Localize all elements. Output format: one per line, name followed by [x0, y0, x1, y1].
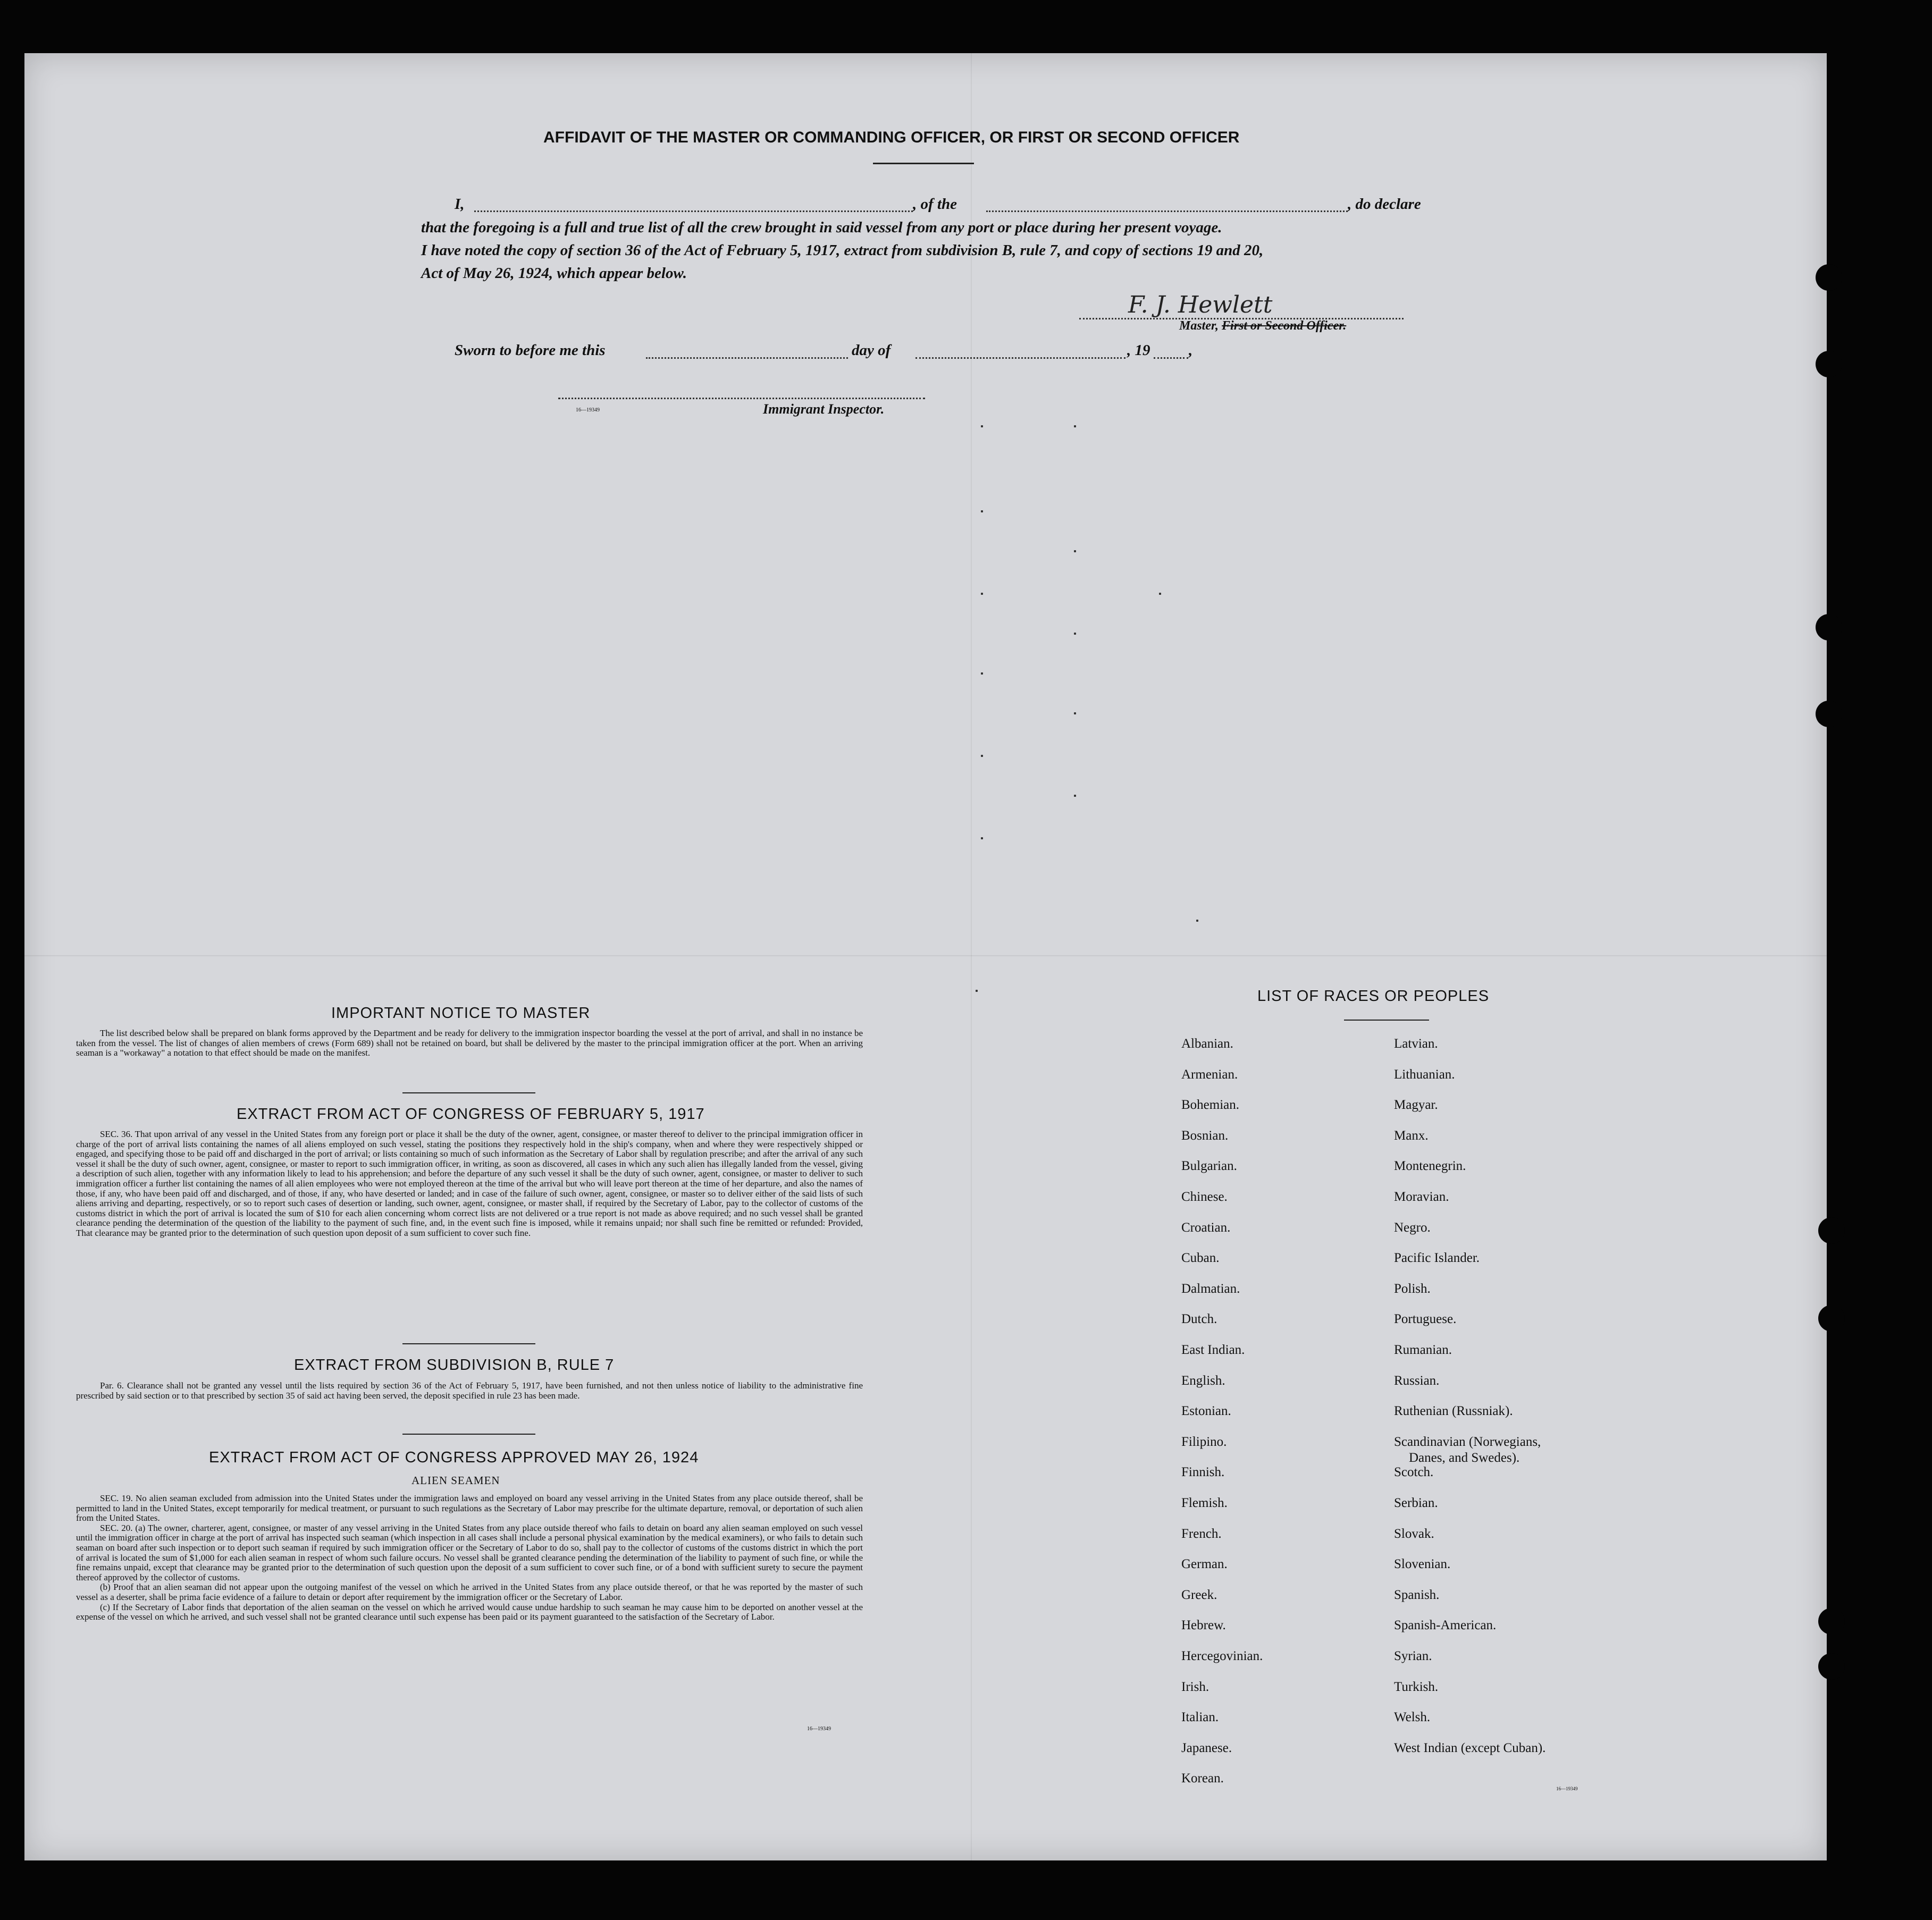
race-item: Spanish-American. [1394, 1618, 1497, 1633]
affidavit-line-3: I have noted the copy of section 36 of the Act of February 5, 1917, extract from subdivision B, rule 7, and copy of sections 19 and 20, [421, 242, 1264, 259]
race-item: Pacific Islander. [1394, 1251, 1480, 1266]
extract-1924-sec20c: (c) If the Secretary of Labor finds that deportation of the alien seaman on the vessel on which he arrived would cause undue hardship to such seaman he may cause him to be deported on another vessel at the expense of the vessel on which he arrived, and such vessel shall not be granted clearance until such expense has been paid or its payment guaranteed to the satisfaction of the Secretary of Labor. [76, 1602, 863, 1622]
speck [1074, 425, 1076, 427]
inspector-label: Immigrant Inspector. [763, 401, 885, 417]
speck [981, 593, 983, 595]
affidavit-title: AFFIDAVIT OF THE MASTER OR COMMANDING OFFICER, OR FIRST OR SECOND OFFICER [543, 129, 1240, 146]
sworn-day-field[interactable] [646, 357, 848, 359]
speck [1074, 633, 1076, 635]
race-item: Lithuanian. [1394, 1067, 1455, 1082]
race-item: Negro. [1394, 1220, 1431, 1235]
speck [981, 837, 983, 839]
extract-rule7-paragraph: Par. 6. Clearance shall not be granted any vessel until the lists required by section 36 of the Act of February 5, 1917, have been furnished, and not then unless notice of liability to the administrative fine prescribed by said section or to that prescribed by section 35 of said act having been served, the deposit specified in rule 23 has been made. [76, 1380, 863, 1401]
extract-1924-subtitle: ALIEN SEAMEN [411, 1474, 500, 1487]
vessel-label: , of the [913, 196, 957, 213]
notice-title: IMPORTANT NOTICE TO MASTER [331, 1005, 591, 1022]
notice-paragraph: The list described below shall be prepared on blank forms approved by the Department and be ready for delivery to the immigration inspector boarding the vessel at the port of arrival, and shall in no instance be taken from the vessel. The list of changes of alien members of crews (Form 689) shall not be retained on board, but shall be delivered by the master to the principal immigration officer at the port. When an arriving seaman is a "workaway" a notation to that effect should be made on the manifest. [76, 1028, 863, 1058]
race-item: Syrian. [1394, 1649, 1432, 1663]
notice-body [76, 1029, 863, 1058]
extract-1924-title: EXTRACT FROM ACT OF CONGRESS APPROVED MAY 26, 1924 [209, 1449, 699, 1466]
race-item: English. [1181, 1373, 1225, 1388]
speck [1074, 712, 1076, 714]
race-item: Bosnian. [1181, 1128, 1229, 1143]
race-item: Japanese. [1181, 1740, 1232, 1755]
race-item: Welsh. [1394, 1710, 1431, 1725]
punch-hole [1816, 701, 1842, 727]
speck [981, 425, 983, 427]
affidavit-form-number: 16—19349 [576, 407, 600, 413]
sworn-year-field[interactable] [1154, 357, 1188, 359]
race-item: Danes, and Swedes). [1409, 1450, 1520, 1465]
punch-hole [1816, 351, 1842, 377]
race-item: Slovenian. [1394, 1557, 1451, 1572]
declare-label: , do declare [1348, 196, 1421, 213]
race-item: Slovak. [1394, 1526, 1434, 1541]
extract-1917-body [76, 1130, 863, 1239]
extract-1924-sec20b: (b) Proof that an alien seaman did not appear upon the outgoing manifest of the vessel on which he arrived in the United States from any place outside thereof, or that he was reported by the master of such vessel as a deserter, shall be prima facie evidence of a failure to detain or deport after requirement by the immigration officer or the Secretary of Labor. [76, 1582, 863, 1602]
race-item: Dalmatian. [1181, 1281, 1240, 1296]
race-item: Hercegovinian. [1181, 1649, 1263, 1663]
races-form-number: 16—19349 [1556, 1786, 1578, 1791]
race-item: East Indian. [1181, 1343, 1245, 1357]
race-item: Filipino. [1181, 1434, 1227, 1449]
race-item: Polish. [1394, 1281, 1431, 1296]
divider [402, 1343, 535, 1344]
race-item: Hebrew. [1181, 1618, 1226, 1633]
race-item: Rumanian. [1394, 1343, 1452, 1357]
race-item: Cuban. [1181, 1251, 1220, 1266]
race-item: Moravian. [1394, 1190, 1449, 1204]
punch-hole [1816, 264, 1842, 291]
race-item: Russian. [1394, 1373, 1440, 1388]
race-item: Dutch. [1181, 1312, 1217, 1327]
extract-1924-sec19: SEC. 19. No alien seaman excluded from admission into the United States under the immigration laws and employed on board any vessel arriving in the United States from any place outside thereof, shall be permitted to land in the United States, except temporarily for medical treatment, or pursuant to such regulations as the Secretary of Labor may prescribe for the ultimate departure, removal, or deportation of such alien from the United States. [76, 1493, 863, 1523]
race-item: Portuguese. [1394, 1312, 1457, 1327]
race-item: Finnish. [1181, 1465, 1225, 1480]
divider [402, 1434, 535, 1435]
race-item: Magyar. [1394, 1098, 1438, 1113]
races-title-underline [1344, 1020, 1429, 1021]
speck [981, 510, 983, 512]
punch-hole [1818, 1608, 1845, 1635]
speck [976, 990, 978, 992]
race-item: Bulgarian. [1181, 1159, 1237, 1174]
speck [1196, 920, 1198, 922]
affidavit-line-4: Act of May 26, 1924, which appear below. [421, 265, 687, 282]
race-item: Latvian. [1394, 1037, 1438, 1051]
race-item: Chinese. [1181, 1190, 1228, 1204]
race-item: Irish. [1181, 1679, 1209, 1694]
race-item: Serbian. [1394, 1496, 1438, 1510]
vessel-name-field[interactable] [986, 210, 1348, 212]
title-underline [873, 163, 974, 164]
race-item: Korean. [1181, 1771, 1224, 1786]
race-item: Greek. [1181, 1587, 1217, 1602]
race-item: Albanian. [1181, 1037, 1233, 1051]
fold-crease-vertical [971, 53, 972, 1860]
signer-title-struck: First or Second Officer. [1222, 319, 1347, 333]
speck [1074, 550, 1076, 552]
race-item: Spanish. [1394, 1587, 1440, 1602]
affidavit-line-2: that the foregoing is a full and true list of all the crew brought in said vessel from any port or place during her present voyage. [421, 219, 1222, 236]
extract-1917-title: EXTRACT FROM ACT OF CONGRESS OF FEBRUARY 5, 1917 [237, 1106, 705, 1123]
race-item: Armenian. [1181, 1067, 1238, 1082]
signer-title-master: Master, [1179, 319, 1219, 333]
extract-rule7-title: EXTRACT FROM SUBDIVISION B, RULE 7 [294, 1357, 615, 1374]
extract-rule7-body [76, 1381, 863, 1401]
master-signature: F. J. Hewlett [1128, 291, 1273, 318]
race-item: Bohemian. [1181, 1098, 1240, 1113]
punch-hole [1818, 1653, 1845, 1680]
race-item: French. [1181, 1526, 1222, 1541]
speck [981, 672, 983, 675]
race-item: Italian. [1181, 1710, 1219, 1725]
speck [1074, 795, 1076, 797]
extract-1924-sec20a: SEC. 20. (a) The owner, charterer, agent, consignee, or master of any vessel arriving in the United States from any place outside thereof who fails to detain on board any alien seaman employed on such vessel until the immigration officer in charge at the port of arrival has inspected such seaman (which inspection in all cases shall include a personal physical examination by the medical examiners), or who fails to detain such seaman on board after such inspection or to deport such seaman if required by such immigration officer or the Secretary of Labor to do so, shall pay to the collector of customs of the customs district in which the port of arrival is located the sum of $1,000 for each alien seaman in respect of whom such failure occurs. No vessel shall be granted clearance pending the determination of the liability to payment of such fine, or while the fine remains unpaid, except that clearance may be granted prior to the determination of such question upon the deposit of a sum sufficient to cover such fine, or of a bond with sufficient surety to secure the payment thereof approved by the collector of customs. [76, 1522, 863, 1582]
divider [402, 1092, 535, 1093]
race-item: Turkish. [1394, 1679, 1439, 1694]
sworn-comma: , [1189, 342, 1193, 359]
sworn-month-field[interactable] [915, 357, 1125, 359]
race-item: German. [1181, 1557, 1228, 1572]
punch-hole [1816, 614, 1842, 641]
extract-form-number: 16—19349 [807, 1726, 831, 1732]
inspector-signature-line [558, 398, 925, 399]
extract-1917-paragraph: SEC. 36. That upon arrival of any vessel in the United States from any foreign port or place it shall be the duty of the owner, agent, consignee, or master thereof to deliver to the principal immigration officer in charge of the port of arrival lists containing the names of all aliens employed on such vessel, stating the positions they respectively hold in the ship's company, when and where they were respectively shipped or engaged, and specifying those to be paid off and discharged in the port of arrival; or lists containing so much of such information as the Secretary of Labor shall by regulation prescribe; and after the arrival of any such vessel it shall be the duty of such owner, agent, consignee, or master to report to such immigration officer, in writing, as soon as discovered, all cases in which any such alien has illegally landed from the vessel, giving a description of such alien, together with any information likely to lead to his apprehension; and before the departure of any such vessel it shall be the duty of such owner, agent, consignee, or master to deliver to such immigration officer a further list containing the names of all alien employees who were not employed thereon at the time of the arrival but who will leave port thereon at the time of her departure, and also the names of those, if any, who have been paid off and discharged, and of those, if any, who have deserted or landed; and in case of the failure of such owner, agent, consignee, or master so to deliver either of the said lists of such aliens arriving and departing, respectively, or so to report such cases of desertion or landing, such owner, agent, consignee, or master shall, if required by the Secretary of Labor, pay to the collector of customs of the customs district in which the port of arrival is located the sum of $10 for each alien concerning whom correct lists are not delivered or a true report is not made as above required; and no such vessel shall be granted clearance pending the determination of the question of the liability to the payment of such fine, and, in the event such fine is imposed, while it remains unpaid; nor shall such fine be remitted or refunded: Provided, That clearance may be granted prior to the determination of such question upon deposit of a sum sufficient to cover such fine. [76, 1129, 863, 1238]
race-item: Ruthenian (Russniak). [1394, 1404, 1513, 1419]
sworn-year-label: , 19 [1127, 342, 1150, 359]
extract-1924-body [76, 1494, 863, 1622]
speck [981, 755, 983, 757]
race-item: Croatian. [1181, 1220, 1231, 1235]
race-item: Flemish. [1181, 1496, 1228, 1510]
declarant-label: I, [455, 196, 465, 213]
declarant-name-field[interactable] [474, 210, 913, 212]
signer-title [1179, 319, 1346, 333]
sworn-day-of-label: day of [852, 342, 891, 359]
race-item: Scotch. [1394, 1465, 1434, 1480]
race-item: Manx. [1394, 1128, 1429, 1143]
sworn-label: Sworn to before me this [455, 342, 606, 359]
race-item: Estonian. [1181, 1404, 1231, 1419]
race-item: West Indian (except Cuban). [1394, 1740, 1546, 1755]
speck [1159, 593, 1161, 595]
race-item: Scandinavian (Norwegians, [1394, 1434, 1541, 1449]
fold-crease-horizontal [24, 955, 1827, 956]
punch-hole [1818, 1217, 1845, 1244]
race-item: Montenegrin. [1394, 1159, 1466, 1174]
races-title: LIST OF RACES OR PEOPLES [1257, 988, 1490, 1005]
punch-hole [1818, 1305, 1845, 1332]
